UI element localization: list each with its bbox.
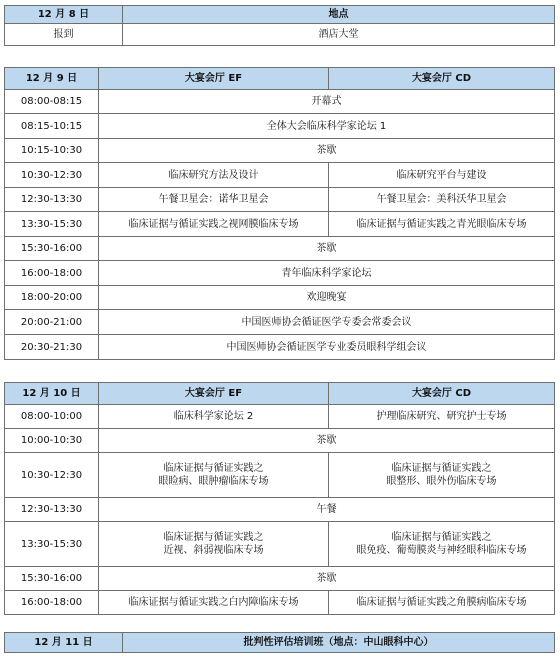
session-cell: 全体大会临床科学家论坛 1 — [99, 114, 555, 139]
session-cell: 茶歇 — [99, 237, 555, 261]
table-header — [5, 68, 555, 90]
table-row — [5, 261, 555, 286]
time-cell: 20:00-21:00 — [5, 310, 99, 335]
time-cell: 16:00-18:00 — [5, 261, 99, 286]
table-row — [5, 335, 555, 360]
session-cd-line1: 临床证据与循证实践之 — [391, 463, 492, 474]
session-cell: 中国医师协会循证医学专业委员眼科学组会议 — [99, 335, 555, 360]
session-ef-cell: 临床科学家论坛 2 — [99, 405, 329, 429]
table-row — [5, 310, 555, 335]
date-header: 12 月 11 日 — [5, 633, 123, 653]
table-row — [5, 453, 555, 498]
table-row — [5, 114, 555, 139]
session-cd-cell — [329, 453, 555, 498]
session-cell: 茶歇 — [99, 139, 555, 163]
session-cell: 茶歇 — [99, 429, 555, 453]
date-header: 12 月 10 日 — [5, 383, 99, 405]
hall-cd-header: 大宴会厅 CD — [329, 383, 555, 405]
table-header — [5, 633, 555, 653]
session-cell: 午餐 — [99, 498, 555, 522]
table-row — [5, 212, 555, 237]
hall-cd-header: 大宴会厅 CD — [329, 68, 555, 90]
session-cell: 开幕式 — [99, 90, 555, 114]
time-cell: 15:30-16:00 — [5, 237, 99, 261]
time-cell: 15:30-16:00 — [5, 567, 99, 591]
time-cell: 12:30-13:30 — [5, 188, 99, 212]
session-cell: 批判性评估培训班（地点：中山眼科中心） — [123, 633, 555, 653]
time-cell: 报到 — [5, 24, 123, 46]
session-cell: 酒店大堂 — [123, 24, 555, 46]
session-cd-cell: 护理临床研究、研究护士专场 — [329, 405, 555, 429]
table-row — [5, 522, 555, 567]
hall-ef-header: 大宴会厅 EF — [99, 68, 329, 90]
session-ef-line1: 临床证据与循证实践之 — [163, 532, 264, 543]
session-cd-line1: 临床证据与循证实践之 — [391, 532, 492, 543]
table-row — [5, 286, 555, 310]
schedule-table-dec9 — [4, 67, 555, 360]
time-cell: 12:30-13:30 — [5, 498, 99, 522]
session-cd-cell — [329, 522, 555, 567]
time-cell: 13:30-15:30 — [5, 212, 99, 237]
session-cd-cell: 临床研究平台与建设 — [329, 163, 555, 188]
time-cell: 18:00-20:00 — [5, 286, 99, 310]
session-cell: 欢迎晚宴 — [99, 286, 555, 310]
time-cell: 10:30-12:30 — [5, 163, 99, 188]
session-ef-line2: 近视、斜弱视临床专场 — [163, 545, 264, 556]
time-cell: 10:30-12:30 — [5, 453, 99, 498]
time-cell: 10:15-10:30 — [5, 139, 99, 163]
table-row — [5, 188, 555, 212]
time-cell: 10:00-10:30 — [5, 429, 99, 453]
schedule-table-dec8 — [4, 5, 555, 46]
table-header — [5, 6, 555, 24]
table-header — [5, 383, 555, 405]
time-cell: 16:00-18:00 — [5, 591, 99, 615]
session-cd-cell: 临床证据与循证实践之角膜病临床专场 — [329, 591, 555, 615]
table-row — [5, 163, 555, 188]
session-cell: 茶歇 — [99, 567, 555, 591]
session-cd-line2: 眼免疫、葡萄膜炎与神经眼科临床专场 — [356, 545, 527, 556]
table-row — [5, 405, 555, 429]
session-ef-cell — [99, 453, 329, 498]
session-ef-cell: 临床证据与循证实践之视网膜临床专场 — [99, 212, 329, 237]
table-row — [5, 498, 555, 522]
time-cell: 08:15-10:15 — [5, 114, 99, 139]
date-header: 12 月 8 日 — [5, 6, 123, 24]
time-cell: 08:00-10:00 — [5, 405, 99, 429]
table-row — [5, 567, 555, 591]
session-ef-cell — [99, 522, 329, 567]
session-cell: 青年临床科学家论坛 — [99, 261, 555, 286]
session-ef-line2: 眼睑病、眼肿瘤临床专场 — [158, 476, 269, 487]
schedule-table-dec10 — [4, 382, 555, 615]
session-cell: 中国医师协会循证医学专委会常委会议 — [99, 310, 555, 335]
table-row — [5, 139, 555, 163]
session-ef-line1: 临床证据与循证实践之 — [163, 463, 264, 474]
location-header: 地点 — [123, 6, 555, 24]
session-ef-cell: 午餐卫星会：诺华卫星会 — [99, 188, 329, 212]
table-row — [5, 591, 555, 615]
table-row — [5, 90, 555, 114]
session-cd-cell: 午餐卫星会：美科沃华卫星会 — [329, 188, 555, 212]
session-ef-cell: 临床研究方法及设计 — [99, 163, 329, 188]
table-row — [5, 24, 555, 46]
time-cell: 20:30-21:30 — [5, 335, 99, 360]
hall-ef-header: 大宴会厅 EF — [99, 383, 329, 405]
time-cell: 08:00-08:15 — [5, 90, 99, 114]
table-row — [5, 237, 555, 261]
session-cd-line2: 眼整形、眼外伤临床专场 — [386, 476, 497, 487]
date-header: 12 月 9 日 — [5, 68, 99, 90]
session-cd-cell: 临床证据与循证实践之青光眼临床专场 — [329, 212, 555, 237]
time-cell: 13:30-15:30 — [5, 522, 99, 567]
schedule-table-dec11 — [4, 632, 555, 653]
table-row — [5, 429, 555, 453]
session-ef-cell: 临床证据与循证实践之白内障临床专场 — [99, 591, 329, 615]
